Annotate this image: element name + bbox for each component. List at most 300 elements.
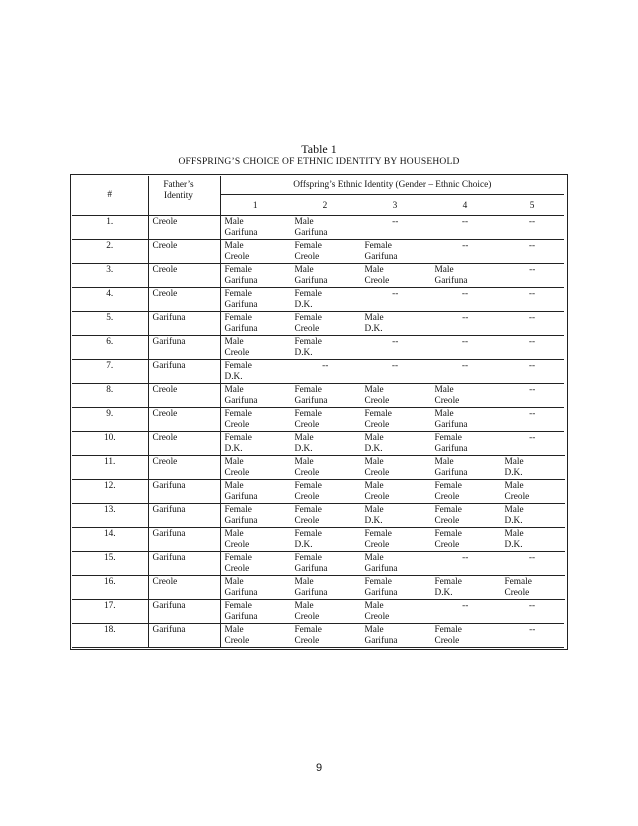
household-number: 1. (72, 216, 148, 240)
header-child-5: 5 (500, 195, 564, 216)
offspring-cell (290, 312, 360, 336)
offspring-cell (500, 336, 564, 360)
offspring-cell (430, 240, 500, 264)
empty-marker: -- (528, 553, 536, 563)
empty-marker: -- (392, 337, 399, 347)
offspring-cell (500, 552, 564, 576)
offspring-gender: Female (224, 601, 252, 611)
offspring-ethnicity: Creole (294, 324, 320, 334)
offspring-gender: Female (434, 481, 462, 491)
table-row (72, 432, 564, 456)
header-child-4: 4 (430, 195, 500, 216)
offspring-gender: Female (224, 409, 252, 419)
offspring-gender: Female (364, 241, 392, 251)
household-number: 2. (72, 240, 148, 264)
offspring-ethnicity: D.K. (364, 444, 383, 454)
offspring-cell (360, 408, 430, 432)
offspring-gender: Female (294, 505, 322, 515)
offspring-cell (500, 480, 564, 504)
offspring-cell (290, 432, 360, 456)
empty-marker: -- (392, 217, 399, 227)
offspring-gender: Female (224, 505, 252, 515)
offspring-gender: Female (434, 529, 462, 539)
offspring-gender: Female (224, 361, 252, 371)
offspring-cell (500, 624, 564, 648)
offspring-cell (430, 576, 500, 600)
table-row (72, 600, 564, 624)
offspring-cell (500, 408, 564, 432)
offspring-ethnicity: Creole (504, 588, 530, 598)
offspring-cell (360, 576, 430, 600)
household-number: 15. (72, 552, 148, 576)
offspring-cell (360, 360, 430, 384)
offspring-ethnicity: Garifuna (364, 252, 398, 262)
offspring-ethnicity: Creole (434, 492, 460, 502)
father-identity: Garifuna (148, 360, 220, 384)
empty-marker: -- (392, 289, 399, 299)
offspring-gender: Female (294, 385, 322, 395)
offspring-ethnicity: Creole (224, 564, 250, 574)
offspring-ethnicity: D.K. (294, 444, 313, 454)
empty-marker: -- (462, 553, 469, 563)
offspring-gender: Male (364, 481, 384, 491)
offspring-gender: Male (294, 601, 314, 611)
father-identity: Garifuna (148, 552, 220, 576)
offspring-cell (220, 384, 290, 408)
table-row (72, 288, 564, 312)
offspring-gender: Female (224, 265, 252, 275)
offspring-cell (220, 600, 290, 624)
offspring-cell (360, 600, 430, 624)
household-number: 8. (72, 384, 148, 408)
offspring-ethnicity: D.K. (224, 444, 243, 454)
household-number: 11. (72, 456, 148, 480)
table-row (72, 312, 564, 336)
offspring-ethnicity: Garifuna (434, 420, 468, 430)
father-identity: Garifuna (148, 528, 220, 552)
offspring-gender: Female (294, 481, 322, 491)
offspring-cell (360, 288, 430, 312)
household-number: 3. (72, 264, 148, 288)
table-row (72, 216, 564, 240)
offspring-gender: Female (294, 313, 322, 323)
header-offspring-identity: Offspring’s Ethnic Identity (Gender – Ethnic Choice) (220, 176, 564, 195)
offspring-cell (500, 312, 564, 336)
offspring-gender: Female (364, 577, 392, 587)
offspring-cell (290, 336, 360, 360)
offspring-gender: Male (294, 433, 314, 443)
offspring-cell (220, 576, 290, 600)
offspring-cell (430, 312, 500, 336)
offspring-cell (290, 600, 360, 624)
offspring-cell (290, 216, 360, 240)
offspring-ethnicity: Creole (294, 636, 320, 646)
offspring-cell (290, 288, 360, 312)
offspring-ethnicity: Garifuna (294, 564, 328, 574)
father-identity: Garifuna (148, 480, 220, 504)
offspring-cell (290, 264, 360, 288)
empty-marker: -- (528, 601, 536, 611)
household-number: 4. (72, 288, 148, 312)
offspring-ethnicity: Garifuna (294, 588, 328, 598)
offspring-ethnicity: Creole (224, 420, 250, 430)
empty-marker: -- (528, 217, 536, 227)
household-number: 5. (72, 312, 148, 336)
offspring-gender: Female (504, 577, 532, 587)
offspring-cell (500, 264, 564, 288)
empty-marker: -- (529, 265, 536, 275)
offspring-gender: Female (224, 553, 252, 563)
offspring-ethnicity: Creole (294, 420, 320, 430)
empty-marker: -- (322, 361, 329, 371)
offspring-cell (220, 456, 290, 480)
offspring-gender: Male (224, 529, 244, 539)
offspring-cell (360, 240, 430, 264)
offspring-cell (430, 384, 500, 408)
offspring-cell (220, 432, 290, 456)
table-row (72, 336, 564, 360)
table-title: Table 1 (301, 142, 337, 156)
offspring-gender: Female (294, 553, 322, 563)
offspring-cell (430, 504, 500, 528)
offspring-ethnicity: Garifuna (224, 612, 258, 622)
father-identity: Creole (148, 264, 220, 288)
offspring-ethnicity: Garifuna (294, 396, 328, 406)
empty-marker: -- (528, 289, 536, 299)
offspring-cell (220, 312, 290, 336)
household-number: 7. (72, 360, 148, 384)
offspring-cell (220, 408, 290, 432)
offspring-gender: Female (294, 337, 322, 347)
offspring-gender: Female (294, 241, 322, 251)
offspring-cell (430, 456, 500, 480)
offspring-ethnicity: Garifuna (224, 516, 258, 526)
father-identity: Garifuna (148, 600, 220, 624)
household-number: 17. (72, 600, 148, 624)
offspring-gender: Female (434, 433, 462, 443)
empty-marker: -- (461, 361, 469, 371)
offspring-cell (220, 264, 290, 288)
offspring-cell (220, 480, 290, 504)
empty-marker: -- (462, 313, 469, 323)
offspring-cell (430, 480, 500, 504)
offspring-cell (360, 504, 430, 528)
offspring-cell (430, 264, 500, 288)
offspring-ethnicity: Creole (294, 252, 320, 262)
offspring-ethnicity: Creole (364, 396, 390, 406)
offspring-cell (360, 624, 430, 648)
offspring-gender: Male (364, 265, 384, 275)
header-child-2: 2 (290, 195, 360, 216)
offspring-gender: Male (364, 433, 384, 443)
offspring-cell (290, 360, 360, 384)
household-number: 12. (72, 480, 148, 504)
offspring-ethnicity: Garifuna (364, 636, 398, 646)
header-father-identity (148, 176, 220, 216)
table-subtitle: OFFSPRING’S CHOICE OF ETHNIC IDENTITY BY HOUSEHOLD (178, 157, 460, 167)
offspring-cell (500, 216, 564, 240)
offspring-cell (430, 288, 500, 312)
offspring-ethnicity: D.K. (294, 540, 313, 550)
offspring-ethnicity: Creole (224, 252, 250, 262)
offspring-cell (220, 240, 290, 264)
offspring-ethnicity: Garifuna (294, 276, 328, 286)
offspring-gender: Male (504, 505, 524, 515)
offspring-gender: Male (224, 241, 244, 251)
empty-marker: -- (529, 625, 536, 635)
offspring-cell (220, 288, 290, 312)
offspring-gender: Female (294, 289, 322, 299)
offspring-gender: Male (224, 385, 244, 395)
offspring-cell (290, 384, 360, 408)
father-identity: Creole (148, 288, 220, 312)
offspring-cell (360, 384, 430, 408)
offspring-ethnicity: Garifuna (434, 468, 468, 478)
offspring-gender: Male (434, 457, 454, 467)
offspring-cell (500, 288, 564, 312)
offspring-gender: Male (364, 385, 384, 395)
offspring-ethnicity: D.K. (294, 300, 313, 310)
offspring-ethnicity: Creole (504, 492, 530, 502)
offspring-cell (500, 456, 564, 480)
offspring-ethnicity: Garifuna (364, 564, 398, 574)
offspring-ethnicity: Creole (434, 516, 460, 526)
empty-marker: -- (528, 361, 536, 371)
offspring-ethnicity: Garifuna (434, 444, 468, 454)
offspring-ethnicity: Creole (224, 348, 250, 358)
father-identity: Creole (148, 576, 220, 600)
offspring-ethnicity: Garifuna (294, 228, 328, 238)
offspring-gender: Female (224, 289, 252, 299)
father-identity: Creole (148, 432, 220, 456)
header-child-3: 3 (360, 195, 430, 216)
offspring-gender: Female (364, 529, 392, 539)
offspring-cell (360, 312, 430, 336)
offspring-gender: Male (224, 457, 244, 467)
offspring-gender: Female (224, 433, 252, 443)
offspring-ethnicity: Garifuna (224, 300, 258, 310)
offspring-gender: Male (434, 385, 454, 395)
offspring-cell (290, 504, 360, 528)
offspring-ethnicity: D.K. (294, 348, 313, 358)
father-identity: Creole (148, 456, 220, 480)
header-father-label: Father’s Identity (163, 180, 194, 201)
offspring-cell (430, 624, 500, 648)
father-identity: Creole (148, 216, 220, 240)
father-identity: Creole (148, 408, 220, 432)
empty-marker: -- (528, 241, 536, 251)
offspring-gender: Male (294, 217, 314, 227)
household-number: 13. (72, 504, 148, 528)
offspring-gender: Male (504, 529, 524, 539)
offspring-cell (220, 624, 290, 648)
offspring-gender: Female (294, 529, 322, 539)
header-child-1: 1 (220, 195, 290, 216)
offspring-ethnicity: D.K. (434, 588, 453, 598)
empty-marker: -- (391, 361, 399, 371)
offspring-ethnicity: Creole (294, 492, 320, 502)
offspring-gender: Male (434, 409, 454, 419)
offspring-cell (430, 432, 500, 456)
offspring-cell (430, 408, 500, 432)
offspring-gender: Male (294, 457, 314, 467)
offspring-ethnicity: Garifuna (364, 588, 398, 598)
offspring-ethnicity: Creole (434, 540, 460, 550)
offspring-gender: Female (224, 313, 252, 323)
father-identity: Garifuna (148, 624, 220, 648)
offspring-ethnicity: Creole (224, 636, 250, 646)
identity-table (72, 176, 565, 648)
offspring-cell (360, 216, 430, 240)
offspring-gender: Female (434, 625, 462, 635)
table-row (72, 480, 564, 504)
offspring-ethnicity: Creole (364, 468, 390, 478)
offspring-cell (430, 336, 500, 360)
offspring-gender: Male (224, 337, 244, 347)
household-number: 9. (72, 408, 148, 432)
offspring-cell (500, 360, 564, 384)
offspring-cell (360, 528, 430, 552)
offspring-cell (430, 216, 500, 240)
father-identity: Creole (148, 240, 220, 264)
offspring-gender: Male (364, 553, 384, 563)
father-identity: Garifuna (148, 312, 220, 336)
identity-table-frame (70, 174, 568, 650)
offspring-ethnicity: Creole (294, 516, 320, 526)
empty-marker: -- (461, 217, 469, 227)
household-number: 18. (72, 624, 148, 648)
offspring-ethnicity: Creole (364, 276, 390, 286)
offspring-cell (500, 576, 564, 600)
page-number: 9 (315, 762, 323, 774)
offspring-cell (500, 432, 564, 456)
table-row (72, 552, 564, 576)
offspring-cell (500, 240, 564, 264)
offspring-cell (500, 600, 564, 624)
offspring-ethnicity: Creole (224, 540, 250, 550)
offspring-ethnicity: D.K. (504, 516, 523, 526)
offspring-gender: Female (434, 505, 462, 515)
offspring-cell (290, 408, 360, 432)
offspring-cell (360, 456, 430, 480)
offspring-ethnicity: Creole (364, 420, 390, 430)
offspring-ethnicity: D.K. (504, 540, 523, 550)
offspring-ethnicity: D.K. (364, 324, 383, 334)
offspring-cell (430, 552, 500, 576)
father-identity: Garifuna (148, 504, 220, 528)
offspring-ethnicity: Garifuna (224, 588, 258, 598)
offspring-ethnicity: D.K. (364, 516, 383, 526)
household-number: 6. (72, 336, 148, 360)
empty-marker: -- (462, 241, 469, 251)
offspring-gender: Male (224, 217, 244, 227)
father-identity: Creole (148, 384, 220, 408)
household-number: 16. (72, 576, 148, 600)
empty-marker: -- (528, 313, 536, 323)
table-row (72, 240, 564, 264)
offspring-gender: Male (364, 457, 384, 467)
offspring-ethnicity: Garifuna (224, 396, 258, 406)
offspring-ethnicity: Creole (364, 540, 390, 550)
offspring-cell (290, 624, 360, 648)
offspring-cell (500, 384, 564, 408)
offspring-cell (220, 336, 290, 360)
offspring-cell (430, 360, 500, 384)
offspring-gender: Male (504, 457, 524, 467)
offspring-cell (290, 456, 360, 480)
offspring-cell (220, 504, 290, 528)
offspring-cell (290, 576, 360, 600)
offspring-cell (220, 216, 290, 240)
offspring-ethnicity: Creole (364, 612, 390, 622)
empty-marker: -- (529, 433, 536, 443)
offspring-gender: Female (294, 409, 322, 419)
offspring-cell (430, 600, 500, 624)
offspring-ethnicity: D.K. (224, 372, 243, 382)
table-row (72, 528, 564, 552)
father-identity: Garifuna (148, 336, 220, 360)
offspring-gender: Male (364, 313, 384, 323)
offspring-cell (360, 432, 430, 456)
offspring-cell (430, 528, 500, 552)
empty-marker: -- (528, 337, 536, 347)
offspring-cell (290, 240, 360, 264)
offspring-gender: Male (224, 481, 244, 491)
header-number: # (72, 176, 148, 216)
table-row (72, 576, 564, 600)
offspring-cell (220, 528, 290, 552)
offspring-cell (290, 528, 360, 552)
offspring-ethnicity: Creole (294, 468, 320, 478)
offspring-cell (500, 504, 564, 528)
offspring-cell (360, 480, 430, 504)
offspring-ethnicity: Creole (364, 492, 390, 502)
empty-marker: -- (461, 337, 469, 347)
offspring-gender: Female (364, 409, 392, 419)
offspring-ethnicity: Creole (224, 468, 250, 478)
empty-marker: -- (461, 289, 469, 299)
offspring-gender: Female (294, 625, 322, 635)
offspring-ethnicity: D.K. (504, 468, 523, 478)
table-row (72, 384, 564, 408)
table-row (72, 408, 564, 432)
table-row (72, 624, 564, 648)
offspring-ethnicity: Garifuna (224, 492, 258, 502)
offspring-gender: Male (224, 625, 244, 635)
offspring-gender: Male (294, 577, 314, 587)
table-row (72, 360, 564, 384)
offspring-gender: Male (504, 481, 524, 491)
offspring-gender: Male (434, 265, 454, 275)
household-number: 14. (72, 528, 148, 552)
offspring-cell (360, 264, 430, 288)
empty-marker: -- (462, 601, 469, 611)
offspring-ethnicity: Creole (434, 636, 460, 646)
offspring-cell (500, 528, 564, 552)
offspring-ethnicity: Garifuna (224, 228, 258, 238)
offspring-gender: Male (224, 577, 244, 587)
offspring-gender: Male (364, 625, 384, 635)
offspring-cell (220, 360, 290, 384)
offspring-cell (360, 552, 430, 576)
offspring-ethnicity: Garifuna (224, 276, 258, 286)
table-row (72, 264, 564, 288)
offspring-gender: Male (364, 601, 384, 611)
offspring-cell (360, 336, 430, 360)
offspring-gender: Male (294, 265, 314, 275)
offspring-ethnicity: Garifuna (224, 324, 258, 334)
offspring-ethnicity: Creole (294, 612, 320, 622)
